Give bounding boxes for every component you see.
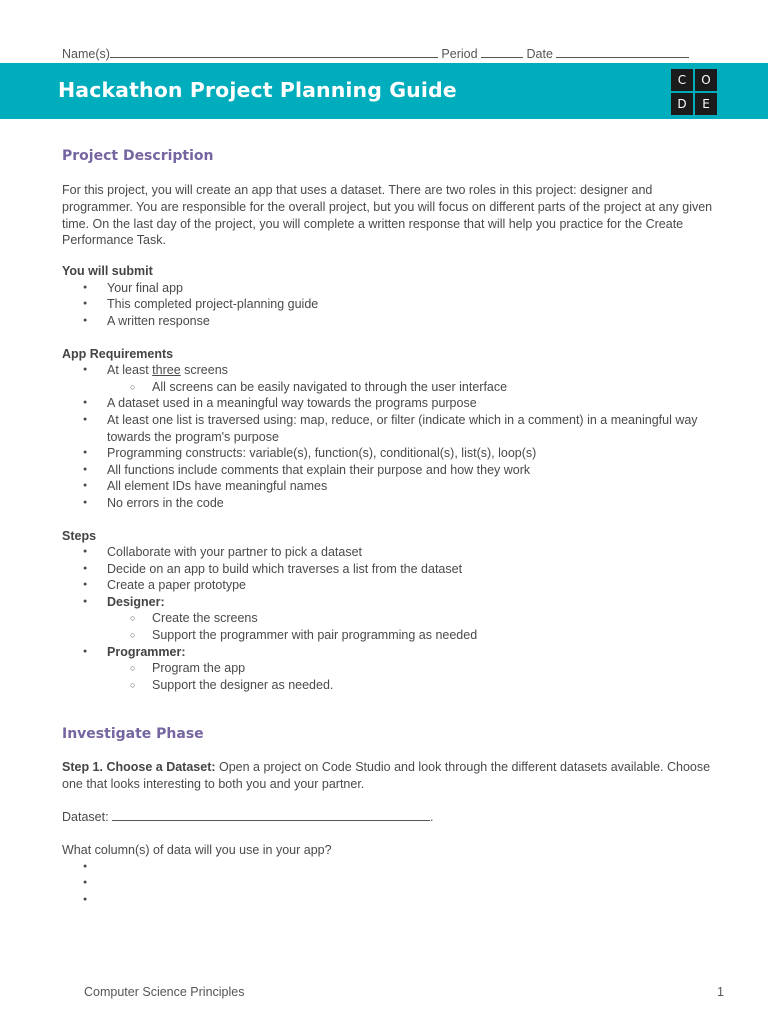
dataset-blank[interactable] — [112, 820, 430, 821]
step1-paragraph — [62, 759, 722, 793]
list-item: ○ Support the designer as needed. — [107, 677, 722, 694]
list-item — [62, 644, 722, 694]
header-fields — [62, 47, 702, 61]
list-item: ● All element IDs have meaningful names — [62, 478, 722, 495]
list-item: ● This completed project-planning guide — [62, 296, 722, 313]
list-item: ● A written response — [62, 313, 722, 330]
list-item: ● Collaborate with your partner to pick a dataset — [62, 544, 722, 561]
list-item: ○ Program the app — [107, 660, 722, 677]
requirements-list — [62, 362, 722, 511]
list-item: ● At least one list is traversed using: map, reduce, or filter (indicate which in a comment) in a meaningful way towards the program's purpose — [62, 412, 722, 445]
list-item: ○ All screens can be easily navigated to through the user interface — [107, 379, 722, 396]
requirements-sublist — [107, 379, 722, 396]
code-logo — [671, 69, 717, 115]
steps-heading: Steps — [62, 528, 97, 543]
step1-text: Open a project on Code Studio and look through the different datasets available. Choose one that looks interesting to both you and your partner. — [62, 760, 711, 792]
name-label: Name(s) — [62, 47, 110, 61]
req-first-prefix: At least — [107, 363, 153, 378]
page-number: 1 — [717, 985, 724, 999]
submit-heading: You will submit — [62, 264, 153, 279]
intro-paragraph: For this project, you will create an app that uses a dataset. There are two roles in this project: designer and programmer. You are responsible for the overall project, but you will focus on different parts of the project at any given time. On the last day of the project, you will complete a written response that will help you practice for the Create Performance Task. — [62, 183, 713, 248]
page-footer — [84, 985, 724, 999]
investigate-heading: Investigate Phase — [62, 726, 204, 743]
period-blank[interactable] — [481, 57, 523, 58]
date-blank[interactable] — [556, 57, 689, 58]
programmer-label: Programmer: — [107, 644, 186, 659]
dataset-line: Dataset: . — [62, 810, 434, 825]
list-item[interactable] — [62, 892, 722, 909]
list-item: ● Programming constructs: variable(s), function(s), conditional(s), list(s), loop(s) — [62, 445, 722, 462]
list-item: ○ Support the programmer with pair programming as needed — [107, 627, 722, 644]
designer-sublist — [107, 610, 722, 643]
req-first-underlined: three — [152, 363, 181, 378]
logo-letter-o: O — [695, 69, 717, 91]
period-label: Period — [441, 47, 478, 61]
submit-list — [62, 280, 722, 330]
footer-course: Computer Science Principles — [84, 985, 245, 999]
date-label: Date — [526, 47, 553, 61]
document-body — [62, 148, 722, 908]
dataset-label: Dataset: — [62, 810, 113, 825]
list-item: ● A dataset used in a meaningful way towards the programs purpose — [62, 395, 722, 412]
list-item: ● Your final app — [62, 280, 722, 297]
req-first-suffix: screens — [180, 363, 228, 378]
steps-list — [62, 544, 722, 693]
list-item: ○ Create the screens — [107, 610, 722, 627]
logo-letter-e: E — [695, 93, 717, 115]
logo-letter-d: D — [671, 93, 693, 115]
columns-question: What column(s) of data will you use in your app? — [62, 842, 332, 857]
page-title: Hackathon Project Planning Guide — [58, 78, 457, 102]
name-blank[interactable] — [110, 57, 438, 58]
list-item: ● All functions include comments that explain their purpose and how they work — [62, 462, 722, 479]
columns-answer-list — [62, 859, 722, 909]
logo-letter-c: C — [671, 69, 693, 91]
requirements-heading: App Requirements — [62, 346, 174, 361]
designer-label: Designer: — [107, 594, 165, 609]
list-item[interactable] — [62, 875, 722, 892]
title-banner — [0, 63, 768, 119]
list-item: ● No errors in the code — [62, 495, 722, 512]
list-item — [62, 362, 722, 395]
list-item: ● Decide on an app to build which traverses a list from the dataset — [62, 561, 722, 578]
list-item[interactable] — [62, 859, 722, 876]
project-description-heading: Project Description — [62, 148, 214, 164]
list-item: ● Create a paper prototype — [62, 577, 722, 594]
list-item — [62, 594, 722, 644]
step1-label: Step 1. Choose a Dataset: — [62, 760, 216, 775]
programmer-sublist — [107, 660, 722, 693]
